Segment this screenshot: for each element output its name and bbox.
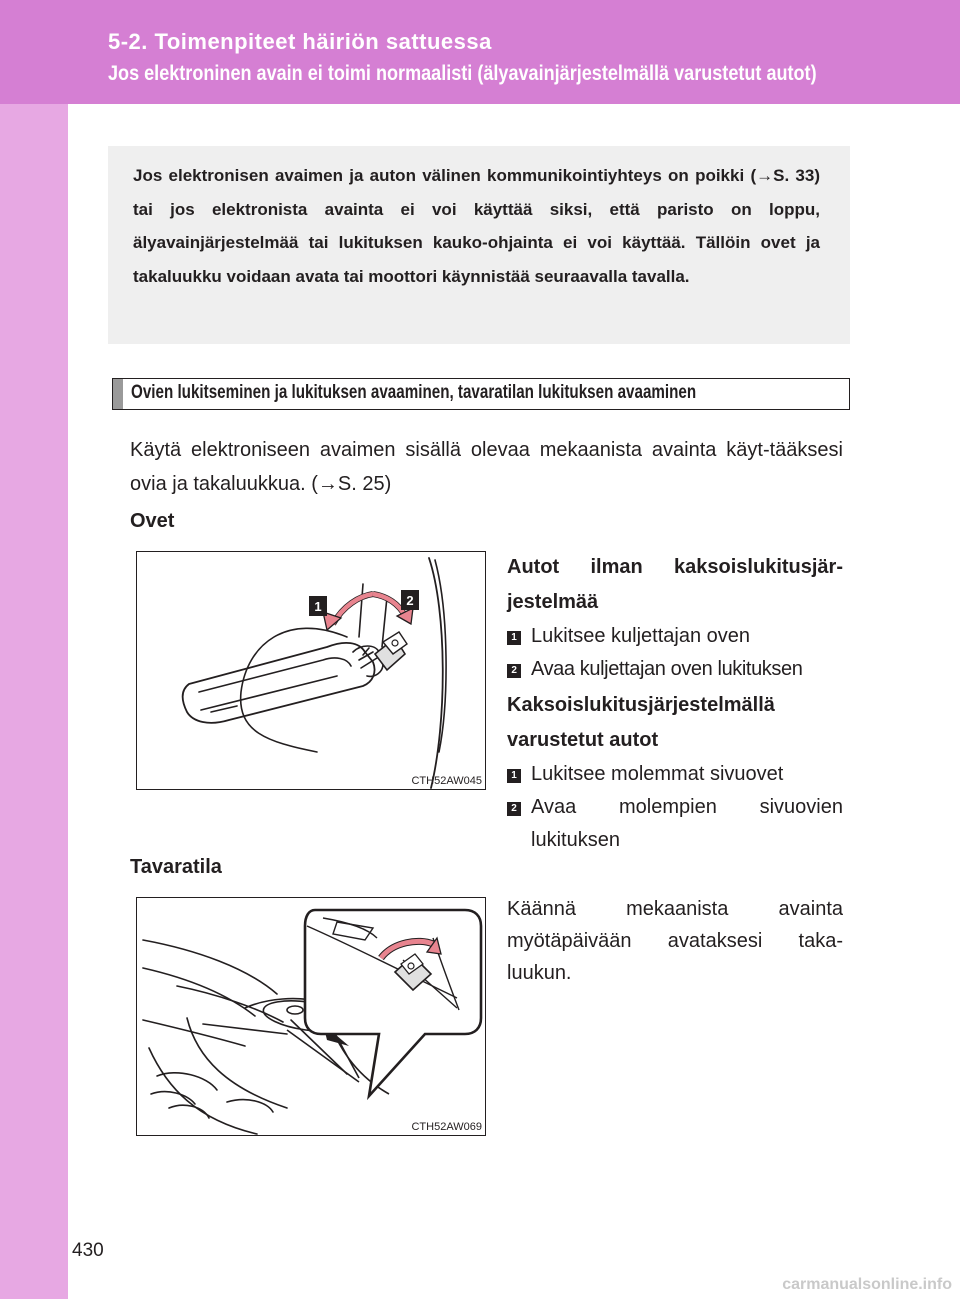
doors-heading: Ovet: [130, 510, 175, 532]
watermark: carmanualsonline.info: [782, 1276, 952, 1293]
step-text: Lukitsee molemmat sivuovet: [531, 763, 784, 785]
section-label: 5-2. Toimenpiteet häiriön sattuessa: [108, 29, 492, 54]
page-header: [0, 0, 960, 104]
without-double-lock-heading: Autot ilman kaksoislukitusjär-jestelmää: [507, 556, 843, 613]
intro-text: Jos elektronisen avaimen ja auton välinen kommunikointiyhteys on poikki (→S. 33) tai jos elektronista avainta ei voi käyttää siksi, että paristo on loppu, älyavainjärjestelmää tai lukituksen kauko-ohjainta ei voi käyttää. Tällöin ovet ja takaluukku voidaan avata tai moottori käynnistää seuraavalla tavalla.: [133, 166, 820, 286]
door-callout-1: 1: [314, 599, 322, 614]
intro-box: [108, 146, 850, 344]
step-text: Avaa kuljettajan oven lukituksen: [531, 658, 803, 680]
door-handle-figure: [136, 551, 486, 790]
side-bar: [0, 0, 68, 1299]
section-heading: Ovien lukitseminen ja lukituksen avaaminen, tavaratilan lukituksen avaaminen: [131, 382, 697, 403]
door-callout-2: 2: [406, 593, 414, 608]
list-item: [507, 653, 843, 686]
list-item: [507, 758, 843, 791]
trunk-heading: Tavaratila: [130, 856, 222, 878]
step-text: Lukitsee kuljettajan oven: [531, 625, 751, 647]
trunk-figure-code: CTH52AW069: [411, 1121, 482, 1133]
trunk-instruction: Käännä mekaanista avainta myötäpäivään avataksesi taka-luukun.: [507, 898, 843, 984]
list-item: [507, 791, 843, 857]
step-number-badge: 1: [507, 631, 521, 645]
trunk-illustration: [137, 898, 487, 1137]
door-handle-illustration: [137, 552, 487, 791]
list-item: [507, 620, 843, 653]
section-body: Käytä elektroniseen avaimen sisällä olevaa mekaanista avainta käyt-tääksesi ovia ja takaluukkua. (→S. 25): [130, 439, 843, 495]
door-figure-code: CTH52AW045: [411, 775, 482, 787]
step-number-badge: 2: [507, 664, 521, 678]
with-double-lock-heading: Kaksoislukitusjärjestelmällä varustetut autot: [507, 694, 775, 751]
step-number-badge: 2: [507, 802, 521, 816]
page-title: Jos elektroninen avain ei toimi normaalisti (älyavainjärjestelmällä varustetut autot): [108, 62, 817, 85]
section-heading-bar: [112, 378, 850, 410]
section-heading-accent: [113, 379, 123, 409]
step-text: Avaa molempien sivuovien lukituksen: [531, 796, 843, 851]
step-number-badge: 1: [507, 769, 521, 783]
doors-instructions: [507, 550, 843, 857]
trunk-figure: [136, 897, 486, 1136]
page-number: 430: [72, 1240, 104, 1261]
